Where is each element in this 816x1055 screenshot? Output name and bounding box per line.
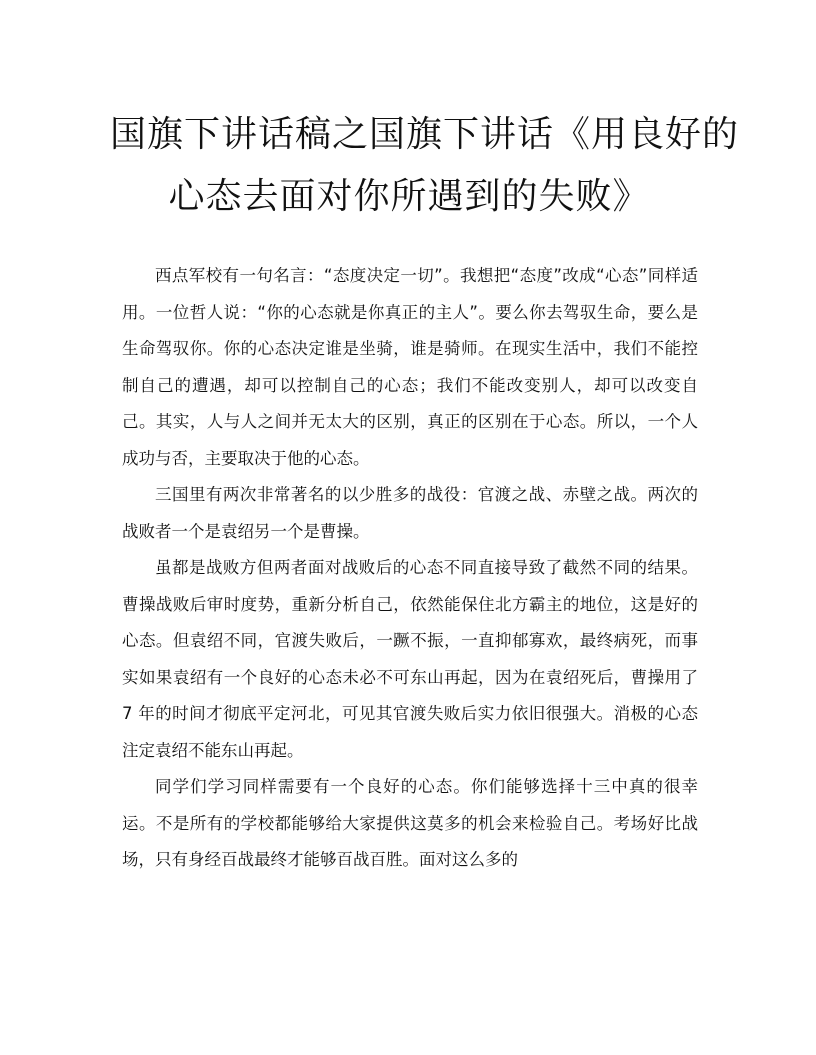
paragraph-4: 同学们学习同样需要有一个良好的心态。你们能够选择十三中真的很幸运。不是所有的学校都能够给大家提供这莫多的机会来检验自己。考场好比战场，只有身经百战最终才能够百战百胜。面对这么多的 (122, 777, 698, 869)
title-line-2: 心态去面对你所遇到的失败》 (168, 176, 650, 217)
document-body (122, 258, 698, 879)
paragraph-1: 西点军校有一句名言：“态度决定一切”。我想把“态度”改成“心态”同样适用。一位哲人说：“你的心态就是你真正的主人”。要么你去驾驭生命，要么是生命驾驭你。你的心态决定谁是坐骑，谁是骑师。在现实生活中，我们不能控制自己的遭遇，却可以控制自己的心态；我们不能改变别人，却可以改变自己。其实，人与人之间并无太大的区别，真正的区别在于心态。所以，一个人成功与否，主要取决于他的心态。 (122, 266, 698, 468)
title-line-1: 国旗下讲话稿之国旗下讲话《用良好的 (110, 114, 740, 155)
paragraph-3: 虽都是战败方但两者面对战败后的心态不同直接导致了截然不同的结果。曹操战败后审时度势，重新分析自己，依然能保住北方霸主的地位，这是好的心态。但袁绍不同，官渡失败后，一蹶不振，一直抑郁寡欢，最终病死，而事实如果袁绍有一个良好的心态未必不可东山再起，因为在袁绍死后，曹操用了 7 年的时间才彻底平定河北，可见其官渡失败后实力依旧很强大。消极的心态注定袁绍不能东山再起。 (122, 558, 698, 760)
document-title (110, 104, 740, 228)
paragraph-2: 三国里有两次非常著名的以少胜多的战役：官渡之战、赤壁之战。两次的战败者一个是袁绍另一个是曹操。 (122, 485, 698, 541)
